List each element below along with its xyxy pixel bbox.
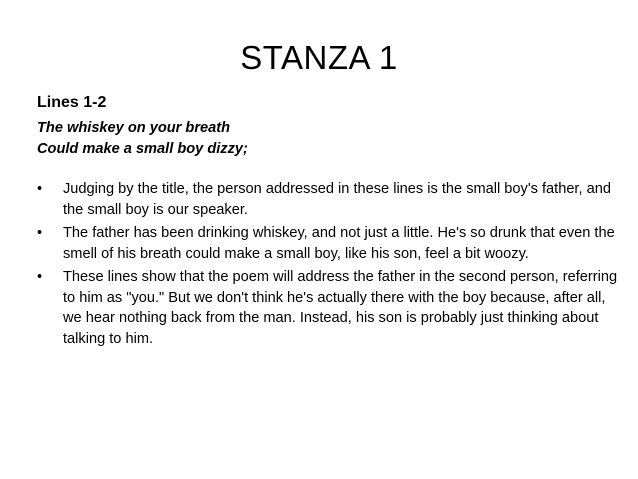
bullet-text: These lines show that the poem will address the father in the second person, referring to him as "you." But we don't think he's actually there with the boy because, after all, we hear nothing back from the man. Instead, his son is probably just thinking about talking to him. (63, 269, 618, 347)
lines-subheading: Lines 1-2 (37, 94, 107, 111)
bullet-item (37, 223, 622, 264)
bullet-icon: • (37, 269, 43, 285)
bullet-text: The father has been drinking whiskey, and not just a little. He's so drunk that even the smell of his breath could make a small boy, like his son, feel a bit woozy. (63, 225, 615, 262)
bullet-item (37, 179, 622, 220)
quote-line-2: Could make a small boy dizzy; (37, 140, 248, 157)
bullet-item (37, 267, 622, 349)
bullet-icon: • (37, 225, 43, 241)
quote-line-1: The whiskey on your breath (37, 120, 231, 136)
slide-content (37, 92, 622, 352)
slide-title: STANZA 1 (240, 39, 398, 76)
bullet-list (37, 179, 622, 349)
bullet-icon: • (37, 181, 43, 197)
bullet-text: Judging by the title, the person addressed in these lines is the small boy's father, and the small boy is our speaker. (63, 181, 611, 218)
spacer (37, 159, 622, 179)
